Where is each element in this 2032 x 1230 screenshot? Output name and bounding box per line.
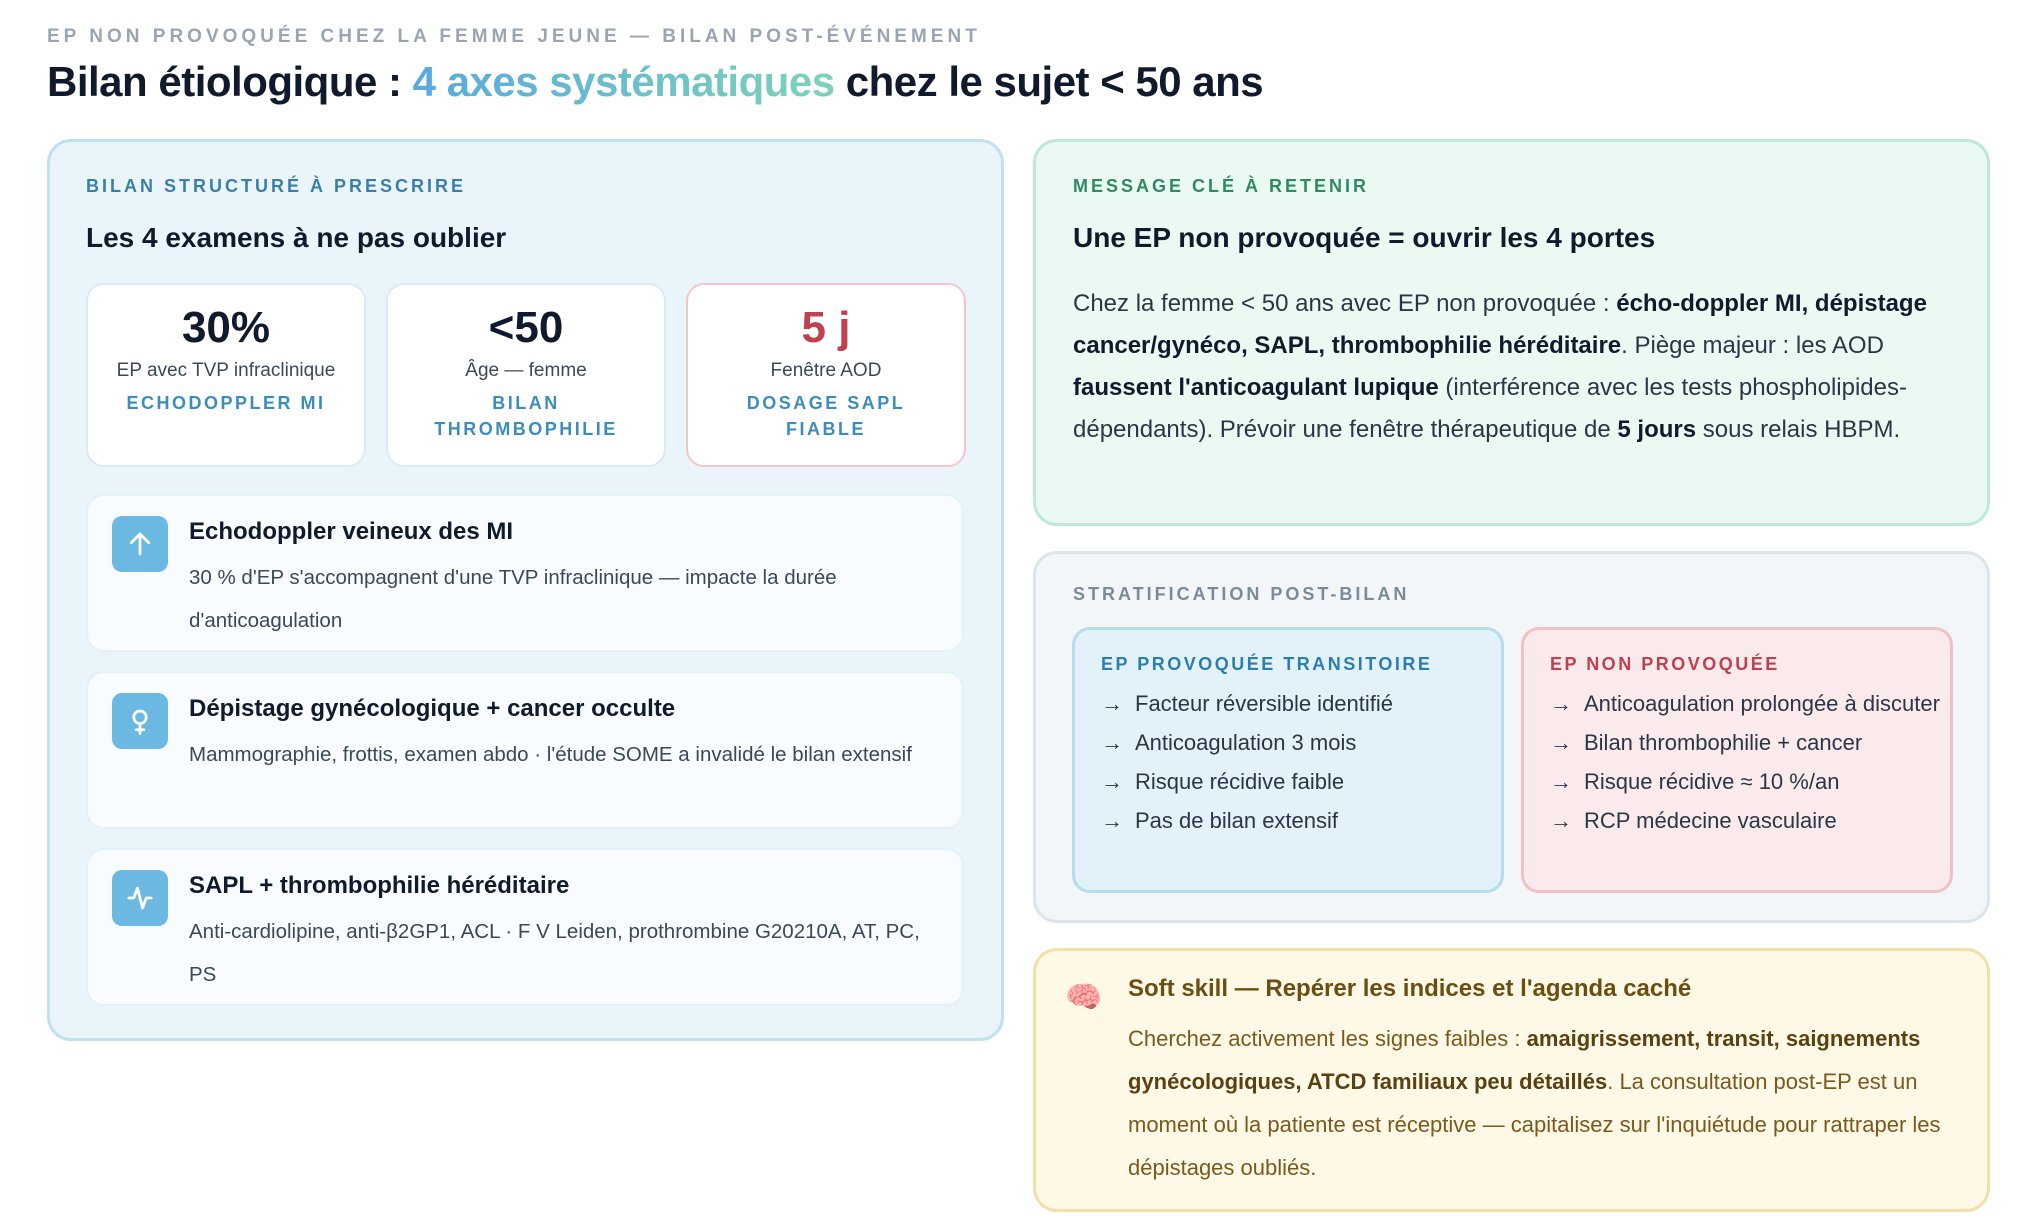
unprovoked-title: EP NON PROVOQUÉE [1550, 654, 1780, 674]
stat-caption: BILAN THROMBOPHILIE [434, 393, 618, 439]
list-item: → Facteur réversible identifié [1101, 688, 1491, 720]
stratification-label: STRATIFICATION POST-BILAN [1073, 584, 1410, 604]
list-item: → Anticoagulation 3 mois [1101, 727, 1491, 759]
title-part-1: Bilan étiologique : [47, 58, 413, 105]
stat-caption: DOSAGE SAPL FIABLE [746, 393, 906, 439]
key-text-1: Chez la femme < 50 ans avec EP non provoquée : [1073, 290, 1617, 317]
stat-card-age [386, 283, 666, 467]
key-text-4: sous relais HBPM. [1696, 416, 1901, 443]
female-icon [112, 693, 168, 749]
title-part-2: chez le sujet < 50 ans [834, 58, 1264, 105]
key-bold-2: faussent l'anticoagulant lupique [1073, 374, 1439, 401]
exam-card-echodoppler [86, 494, 964, 652]
soft-skill-text [1128, 1017, 1958, 1189]
key-bold-1: écho-doppler MI, dépistage cancer/gynéco, SAPL, thrombophilie héréditaire [1073, 290, 1927, 359]
exam-card-sapl [86, 848, 964, 1006]
pulse-icon [112, 870, 168, 926]
key-text-2: . Piège majeur : les AOD [1621, 332, 1884, 359]
key-bold-3: 5 jours [1617, 416, 1697, 443]
soft-text-1: Cherchez activement les signes faibles : [1128, 1026, 1527, 1051]
title-highlight: 4 axes systématiques [412, 58, 835, 105]
soft-skill-title: Soft skill — Repérer les indices et l'agenda caché [1128, 975, 1692, 1002]
soft-text-2: . La consultation post-EP est un moment où la patiente est réceptive — capitalisez sur l'inquiétude pour rattraper les dépistages oubliés. [1128, 1069, 1941, 1180]
exam-title: Dépistage gynécologique + cancer occulte [189, 695, 676, 722]
stat-sub: Fenêtre AOD [770, 360, 882, 381]
stat-sub: EP avec TVP infraclinique [116, 360, 336, 381]
arrow-up-icon [112, 516, 168, 572]
list-item: → Bilan thrombophilie + cancer [1550, 727, 1940, 759]
key-message-text [1073, 283, 1953, 451]
list-item: → Anticoagulation prolongée à discuter [1550, 688, 1940, 720]
list-item: → Pas de bilan extensif [1101, 805, 1491, 837]
stat-value: 30% [181, 303, 271, 352]
list-item: → RCP médecine vasculaire [1550, 805, 1940, 837]
list-item: → Risque récidive faible [1101, 766, 1491, 798]
stat-sub: Âge — femme [465, 360, 587, 381]
key-text-3: (interférence avec les tests phospholipides-dépendants). Prévoir une fenêtre thérapeutique de [1073, 374, 1907, 443]
exam-description: Anti-cardiolipine, anti-β2GP1, ACL · F V Leiden, prothrombine G20210A, AT, PC, PS [189, 920, 920, 986]
key-message-label: MESSAGE CLÉ À RETENIR [1073, 176, 1370, 196]
stat-caption: ECHODOPPLER MI [126, 393, 326, 413]
page-eyebrow: EP NON PROVOQUÉE CHEZ LA FEMME JEUNE — BILAN POST-ÉVÉNEMENT [47, 26, 981, 47]
unprovoked-card [1521, 627, 1953, 893]
unprovoked-list [1550, 688, 1940, 844]
exam-description: Mammographie, frottis, examen abdo · l'étude SOME a invalidé le bilan extensif [189, 743, 912, 766]
bilan-label: BILAN STRUCTURÉ À PRESCRIRE [86, 176, 467, 196]
stat-value: 5 j [801, 303, 851, 352]
page-title [47, 58, 1263, 106]
exam-description: 30 % d'EP s'accompagnent d'une TVP infraclinique — impacte la durée d'anticoagulation [189, 566, 837, 632]
provoked-card [1072, 627, 1504, 893]
key-message-heading: Une EP non provoquée = ouvrir les 4 portes [1073, 222, 1656, 253]
stat-value: <50 [488, 303, 564, 352]
bilan-heading: Les 4 examens à ne pas oublier [86, 222, 507, 253]
provoked-list [1101, 688, 1491, 844]
list-item: → Risque récidive ≈ 10 %/an [1550, 766, 1940, 798]
provoked-title: EP PROVOQUÉE TRANSITOIRE [1101, 654, 1433, 674]
soft-bold-1: amaigrissement, transit, saignements gynécologiques, ATCD familiaux peu détaillés [1128, 1026, 1921, 1094]
stat-card-aod [686, 283, 966, 467]
stat-card-tvp [86, 283, 366, 467]
exam-title: SAPL + thrombophilie héréditaire [189, 872, 570, 899]
exam-card-gyneco [86, 671, 964, 829]
brain-icon: 🧠 [1065, 981, 1103, 1014]
exam-title: Echodoppler veineux des MI [189, 518, 514, 545]
